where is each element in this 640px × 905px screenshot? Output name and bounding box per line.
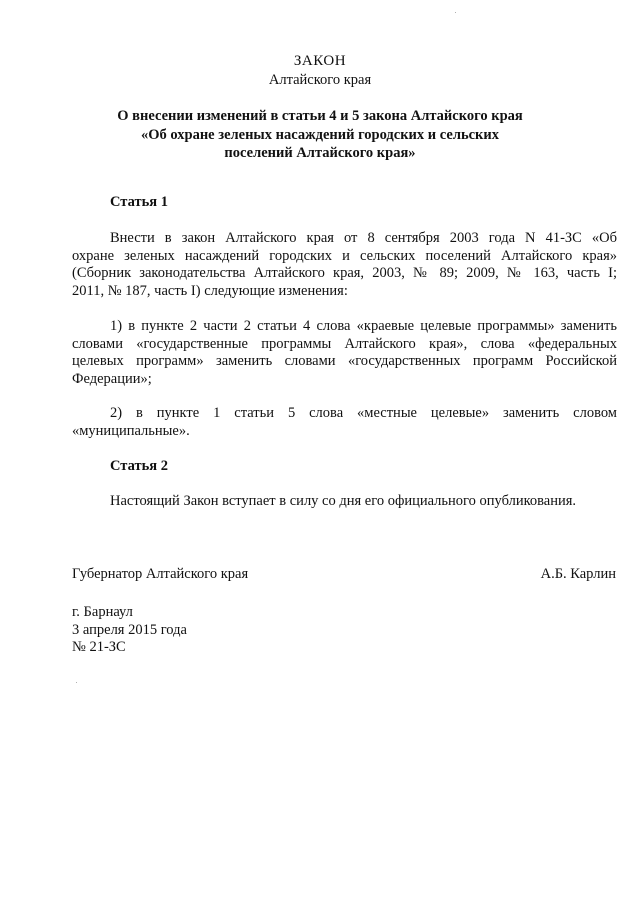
- paragraph-line: словами «государственные программы Алтайского края», слова «федеральных: [72, 335, 617, 352]
- paragraph-line: (Сборник законодательства Алтайского края, 2003, № 89; 2009, № 163, часть I;: [72, 265, 617, 282]
- article-2-heading: Статья 2: [110, 458, 168, 474]
- article-1-item-1: [72, 318, 617, 388]
- subject-line: поселений Алтайского края»: [224, 145, 416, 161]
- document-footer: [72, 604, 187, 657]
- paragraph-line: 1) в пункте 2 части 2 статьи 4 слова «краевые целевые программы» заменить: [110, 318, 617, 334]
- scan-speck: [455, 12, 456, 13]
- document-region: Алтайского края: [268, 72, 372, 88]
- paragraph-line: 2011, № 187, часть I) следующие изменения:: [72, 282, 348, 299]
- paragraph-line: «муниципальные».: [72, 422, 190, 439]
- article-1-intro: [72, 230, 617, 300]
- signatory-title: Губернатор Алтайского края: [72, 566, 249, 582]
- paragraph-line: охране зеленых насаждений городских и сельских поселений Алтайского края»: [72, 247, 617, 264]
- footer-date: 3 апреля 2015 года: [72, 621, 187, 638]
- signatory-name: А.Б. Карлин: [540, 566, 616, 582]
- article-1-heading: Статья 1: [110, 194, 168, 210]
- subject-line: «Об охране зеленых насаждений городских и сельских: [140, 126, 500, 143]
- paragraph-line: 2) в пункте 1 статьи 5 слова «местные целевые» заменить словом: [110, 405, 617, 421]
- scan-speck: [76, 682, 77, 683]
- paragraph-line: Внести в закон Алтайского края от 8 сентября 2003 года N 41-ЗС «Об: [110, 230, 617, 246]
- law-subject: [0, 107, 640, 163]
- paragraph-line: Федерации»;: [72, 370, 152, 387]
- article-2-text: [72, 493, 617, 511]
- subject-line: О внесении изменений в статьи 4 и 5 закона Алтайского края: [117, 108, 523, 124]
- paragraph-line: Настоящий Закон вступает в силу со дня его официального опубликования.: [110, 493, 577, 509]
- footer-city: г. Барнаул: [72, 604, 133, 620]
- paragraph-line: целевых программ» заменить словами «государственных программ Российской: [72, 353, 617, 370]
- footer-number: № 21-ЗС: [72, 639, 126, 655]
- article-1-item-2: [72, 405, 617, 440]
- document-type: ЗАКОН: [293, 53, 347, 69]
